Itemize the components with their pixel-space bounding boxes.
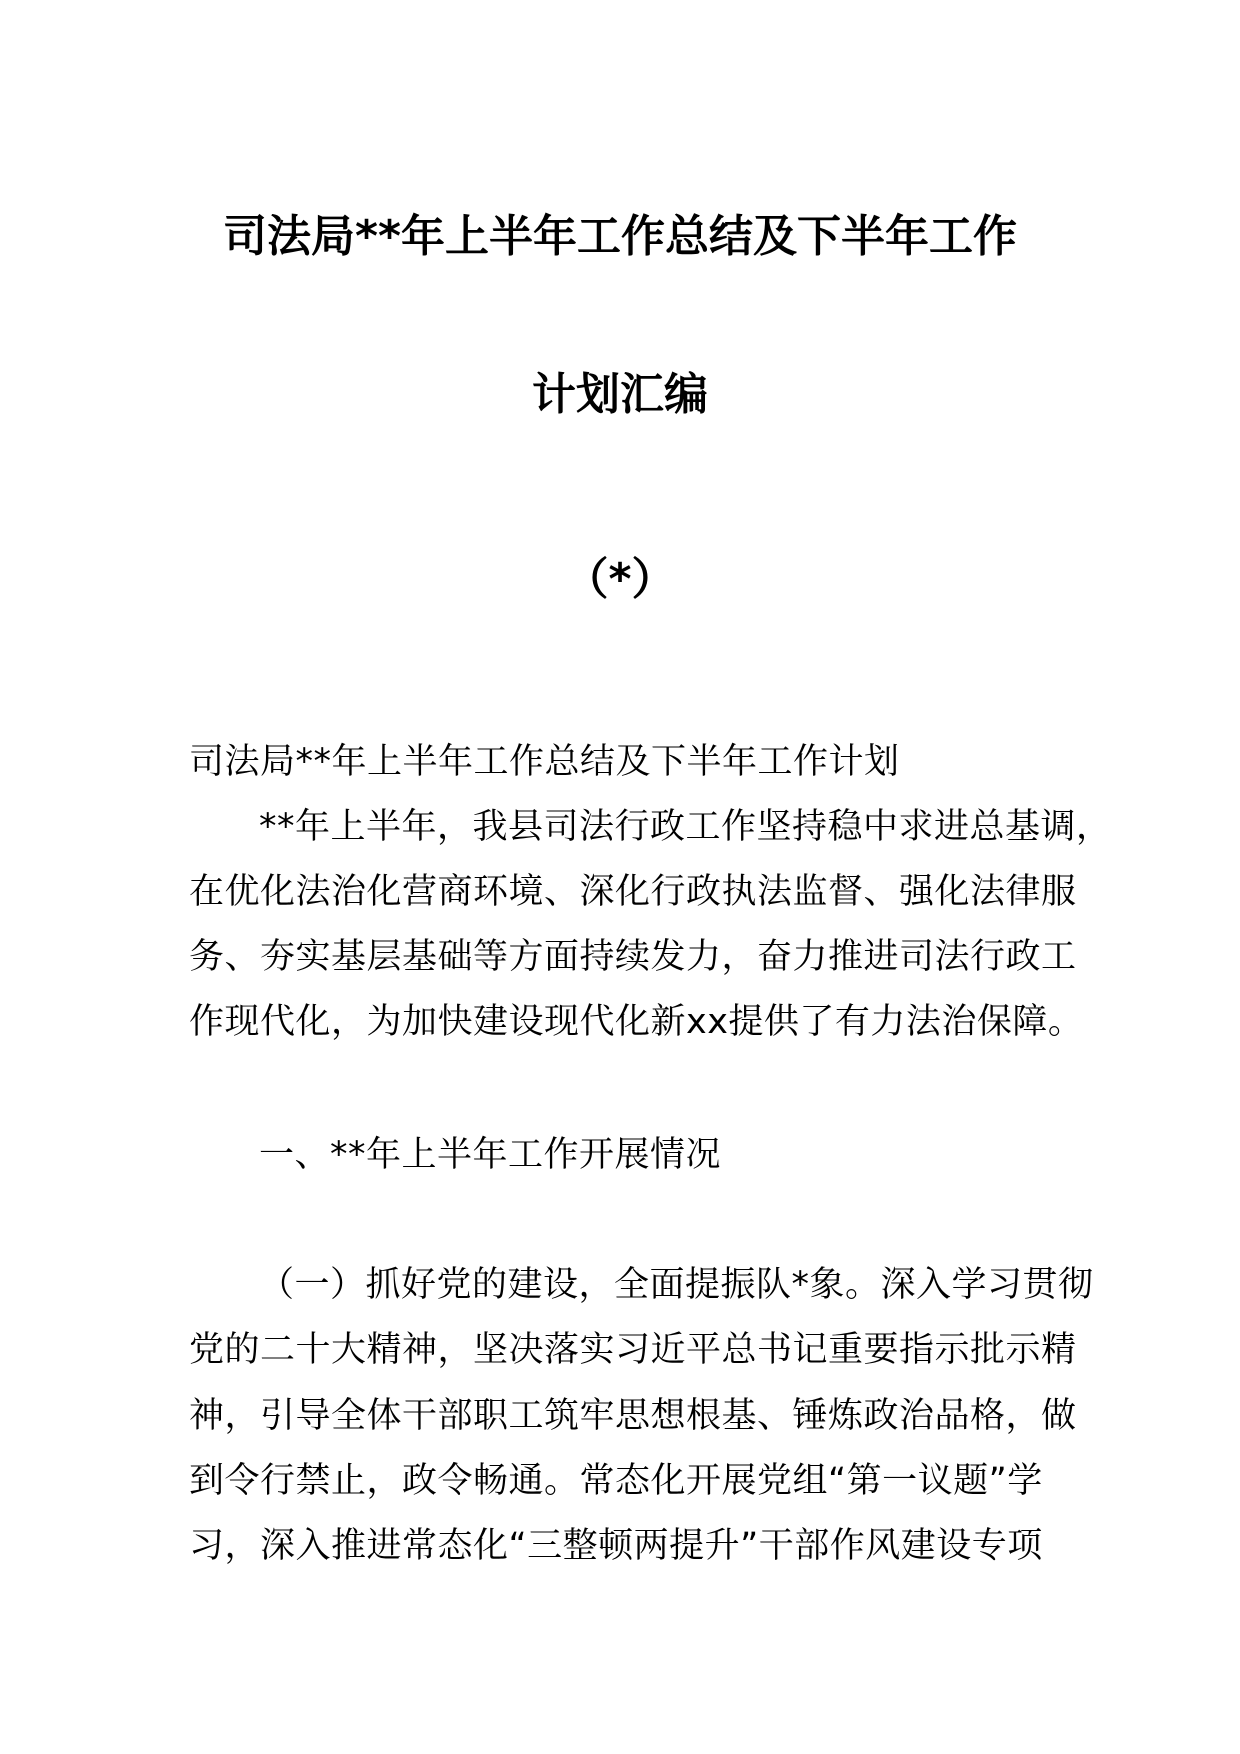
document-title-line-1: 司法局**年上半年工作总结及下半年工作 xyxy=(222,211,1018,262)
paragraph-line: 神，引导全体干部职工筑牢思想根基、锤炼政治品格，做 xyxy=(189,1396,1077,1436)
document-subtitle: 司法局**年上半年工作总结及下半年工作计划 xyxy=(189,742,900,782)
paragraph-line: 党的二十大精神，坚决落实习近平总书记重要指示批示精 xyxy=(189,1330,1077,1370)
document-title-line-2: 计划汇编 xyxy=(532,369,708,420)
intro-line: 务、夯实基层基础等方面持续发力，奋力推进司法行政工 xyxy=(189,937,1077,977)
intro-line: **年上半年，我县司法行政工作坚持稳中求进总基调， xyxy=(259,807,1112,847)
intro-line: 在优化法治化营商环境、深化行政执法监督、强化法律服 xyxy=(189,872,1077,912)
document-title-number: （*） xyxy=(564,554,676,605)
section-heading: 一、**年上半年工作开展情况 xyxy=(259,1135,722,1175)
paragraph-line: 到令行禁止，政令畅通。常态化开展党组“第一议题”学 xyxy=(189,1461,1043,1501)
paragraph-line: （一）抓好党的建设，全面提振队*象。深入学习贯彻 xyxy=(259,1265,1094,1305)
intro-line: 作现代化，为加快建设现代化新xx提供了有力法治保障。 xyxy=(189,1002,1084,1042)
paragraph-line: 习，深入推进常态化“三整顿两提升”干部作风建设专项 xyxy=(189,1526,1043,1566)
